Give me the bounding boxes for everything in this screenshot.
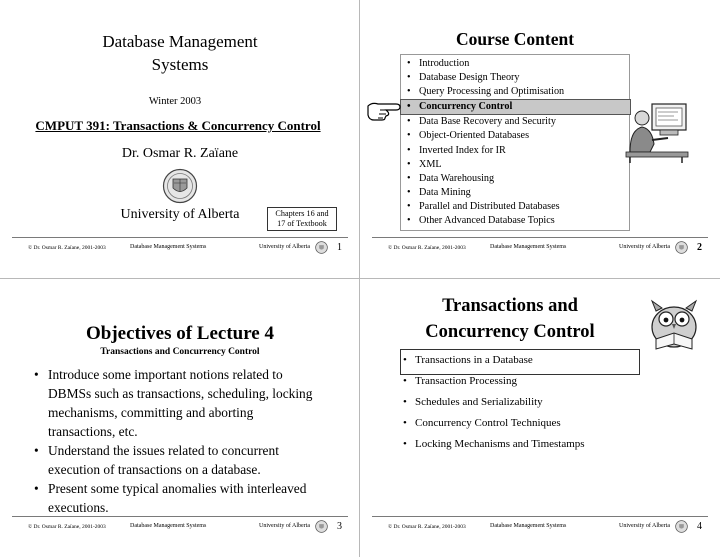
list-item: • Concurrency Control Techniques xyxy=(400,417,650,438)
chapters-box xyxy=(267,207,337,231)
owl-reading-icon xyxy=(642,297,706,353)
list-item: • Introduction xyxy=(401,57,629,71)
slide-3 xyxy=(0,279,360,557)
slide1-course-title: CMPUT 391: Transactions & Concurrency Control xyxy=(35,118,321,133)
list-item: • Schedules and Serializability xyxy=(400,396,650,417)
list-item: • Parallel and Distributed Databases xyxy=(401,200,629,214)
footer-seal-icon xyxy=(315,520,328,533)
slide2-title: Course Content xyxy=(455,29,575,49)
list-item: • Transactions in a Database xyxy=(400,354,650,375)
slide1-footer xyxy=(12,237,348,260)
footer-university: University of Alberta xyxy=(259,523,310,529)
list-item: • Inverted Index for IR xyxy=(401,144,629,158)
footer-course: Database Management Systems xyxy=(490,523,567,529)
slide-4 xyxy=(360,279,720,557)
slide-2 xyxy=(360,0,720,278)
pointing-hand-icon xyxy=(366,98,402,124)
university-seal-icon xyxy=(162,168,198,204)
footer-copyright: © Dr. Osmar R. Zaïane, 2001-2003 xyxy=(28,245,106,251)
slide3-footer xyxy=(12,516,348,539)
footer-course: Database Management Systems xyxy=(130,523,207,529)
footer-copyright: © Dr. Osmar R. Zaïane, 2001-2003 xyxy=(28,524,106,530)
footer-university: University of Alberta xyxy=(259,244,310,250)
list-item: • Data Base Recovery and Security xyxy=(401,115,629,129)
footer-course: Database Management Systems xyxy=(490,244,567,250)
footer-university: University of Alberta xyxy=(619,523,670,529)
slide1-instructor: Dr. Osmar R. Zaïane xyxy=(121,146,239,161)
footer-page-number: 4 xyxy=(697,521,702,532)
footer-seal-icon xyxy=(315,241,328,254)
slide3-subtitle: Transactions and Concurrency Control xyxy=(100,347,260,357)
list-item: • Transaction Processing xyxy=(400,375,650,396)
footer-seal-icon xyxy=(675,241,688,254)
footer-copyright: © Dr. Osmar R. Zaïane, 2001-2003 xyxy=(388,524,466,530)
list-item: • Present some typical anomalies with interleaved executions. xyxy=(28,479,320,517)
chapters-line1: Chapters 16 and xyxy=(275,209,329,218)
list-item: • Locking Mechanisms and Timestamps xyxy=(400,438,650,459)
slide4-title xyxy=(380,293,640,345)
slide2-footer xyxy=(372,237,708,260)
list-item: • Introduce some important notions related to DBMSs such as transactions, scheduling, locking mechanisms, committing and aborting transactions, etc. xyxy=(28,365,320,441)
list-item: • Data Mining xyxy=(401,186,629,200)
footer-course: Database Management Systems xyxy=(130,244,207,250)
footer-seal-icon xyxy=(675,520,688,533)
slide4-footer xyxy=(372,516,708,539)
footer-page-number: 3 xyxy=(337,521,342,532)
slide4-title-line1: Transactions and xyxy=(442,296,578,316)
footer-page-number: 2 xyxy=(697,242,702,253)
topics-list xyxy=(400,354,650,459)
list-item: • Other Advanced Database Topics xyxy=(401,214,629,228)
slide1-title-line2: Systems xyxy=(151,55,209,74)
footer-copyright: © Dr. Osmar R. Zaïane, 2001-2003 xyxy=(388,245,466,251)
list-item-highlighted: • Concurrency Control xyxy=(400,99,631,115)
chapters-line2: 17 of Textbook xyxy=(277,219,327,228)
list-item: • Query Processing and Optimisation xyxy=(401,85,629,99)
course-content-box xyxy=(400,54,630,231)
footer-university: University of Alberta xyxy=(619,244,670,250)
slide3-title: Objectives of Lecture 4 xyxy=(85,323,274,344)
slide1-title xyxy=(40,30,320,76)
list-item: • Understand the issues related to concurrent execution of transactions on a database. xyxy=(28,441,320,479)
slide1-title-line1: Database Management xyxy=(102,32,258,51)
slide1-term: Winter 2003 xyxy=(148,96,202,107)
footer-page-number: 1 xyxy=(337,242,342,253)
objectives-list xyxy=(28,365,320,517)
slide4-title-line2: Concurrency Control xyxy=(425,322,595,342)
slide1-university: University of Alberta xyxy=(120,207,240,222)
list-item: • XML xyxy=(401,158,629,172)
course-content-list xyxy=(401,57,629,228)
list-item: • Data Warehousing xyxy=(401,172,629,186)
slide-1 xyxy=(0,0,360,278)
person-at-computer-icon xyxy=(622,100,692,164)
list-item: • Object-Oriented Databases xyxy=(401,129,629,143)
list-item: • Database Design Theory xyxy=(401,71,629,85)
